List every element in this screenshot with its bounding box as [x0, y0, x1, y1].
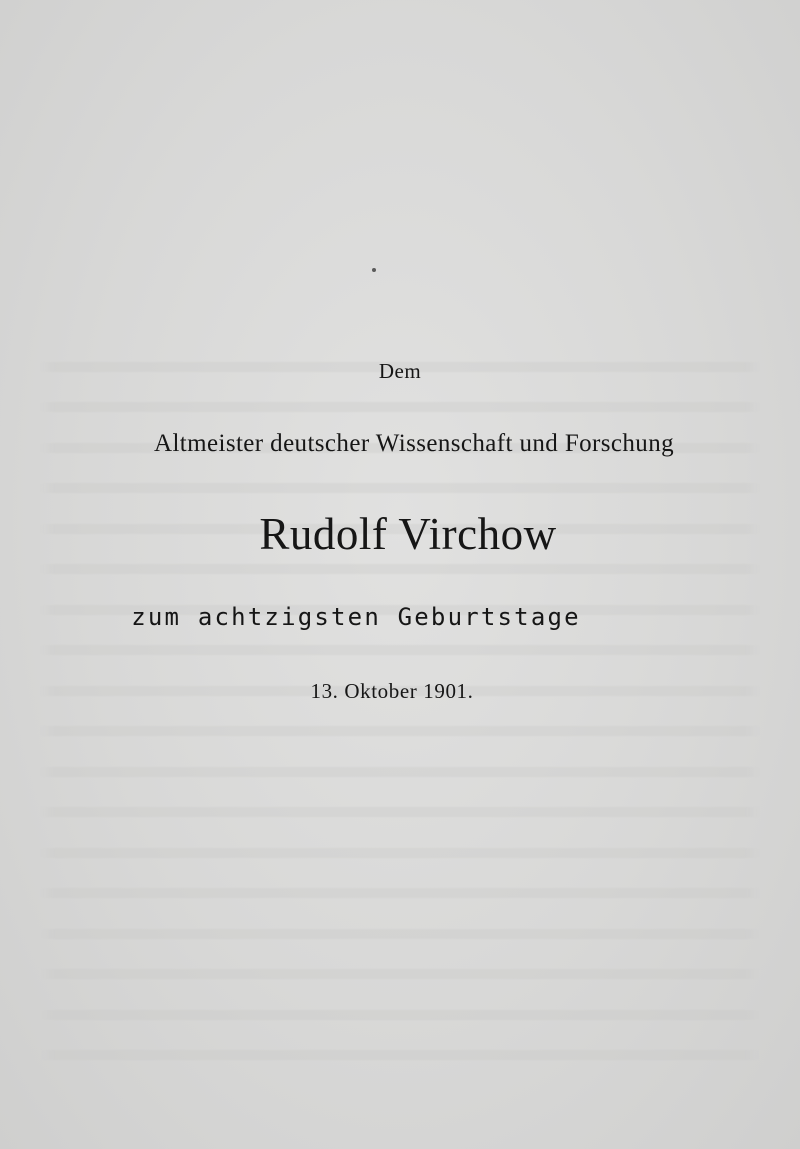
dedicatee-name: Rudolf Virchow — [259, 509, 557, 559]
show-through-heading — [40, 300, 760, 332]
dedication-word: Dem — [378, 359, 422, 383]
dedication-honor-line: Altmeister deutscher Wissenschaft und Forschung — [153, 430, 674, 457]
dedication-date: 13. Oktober 1901. — [310, 679, 474, 703]
ink-speck — [372, 268, 376, 272]
occasion-line: zum achtzigsten Geburtstage — [131, 603, 581, 631]
